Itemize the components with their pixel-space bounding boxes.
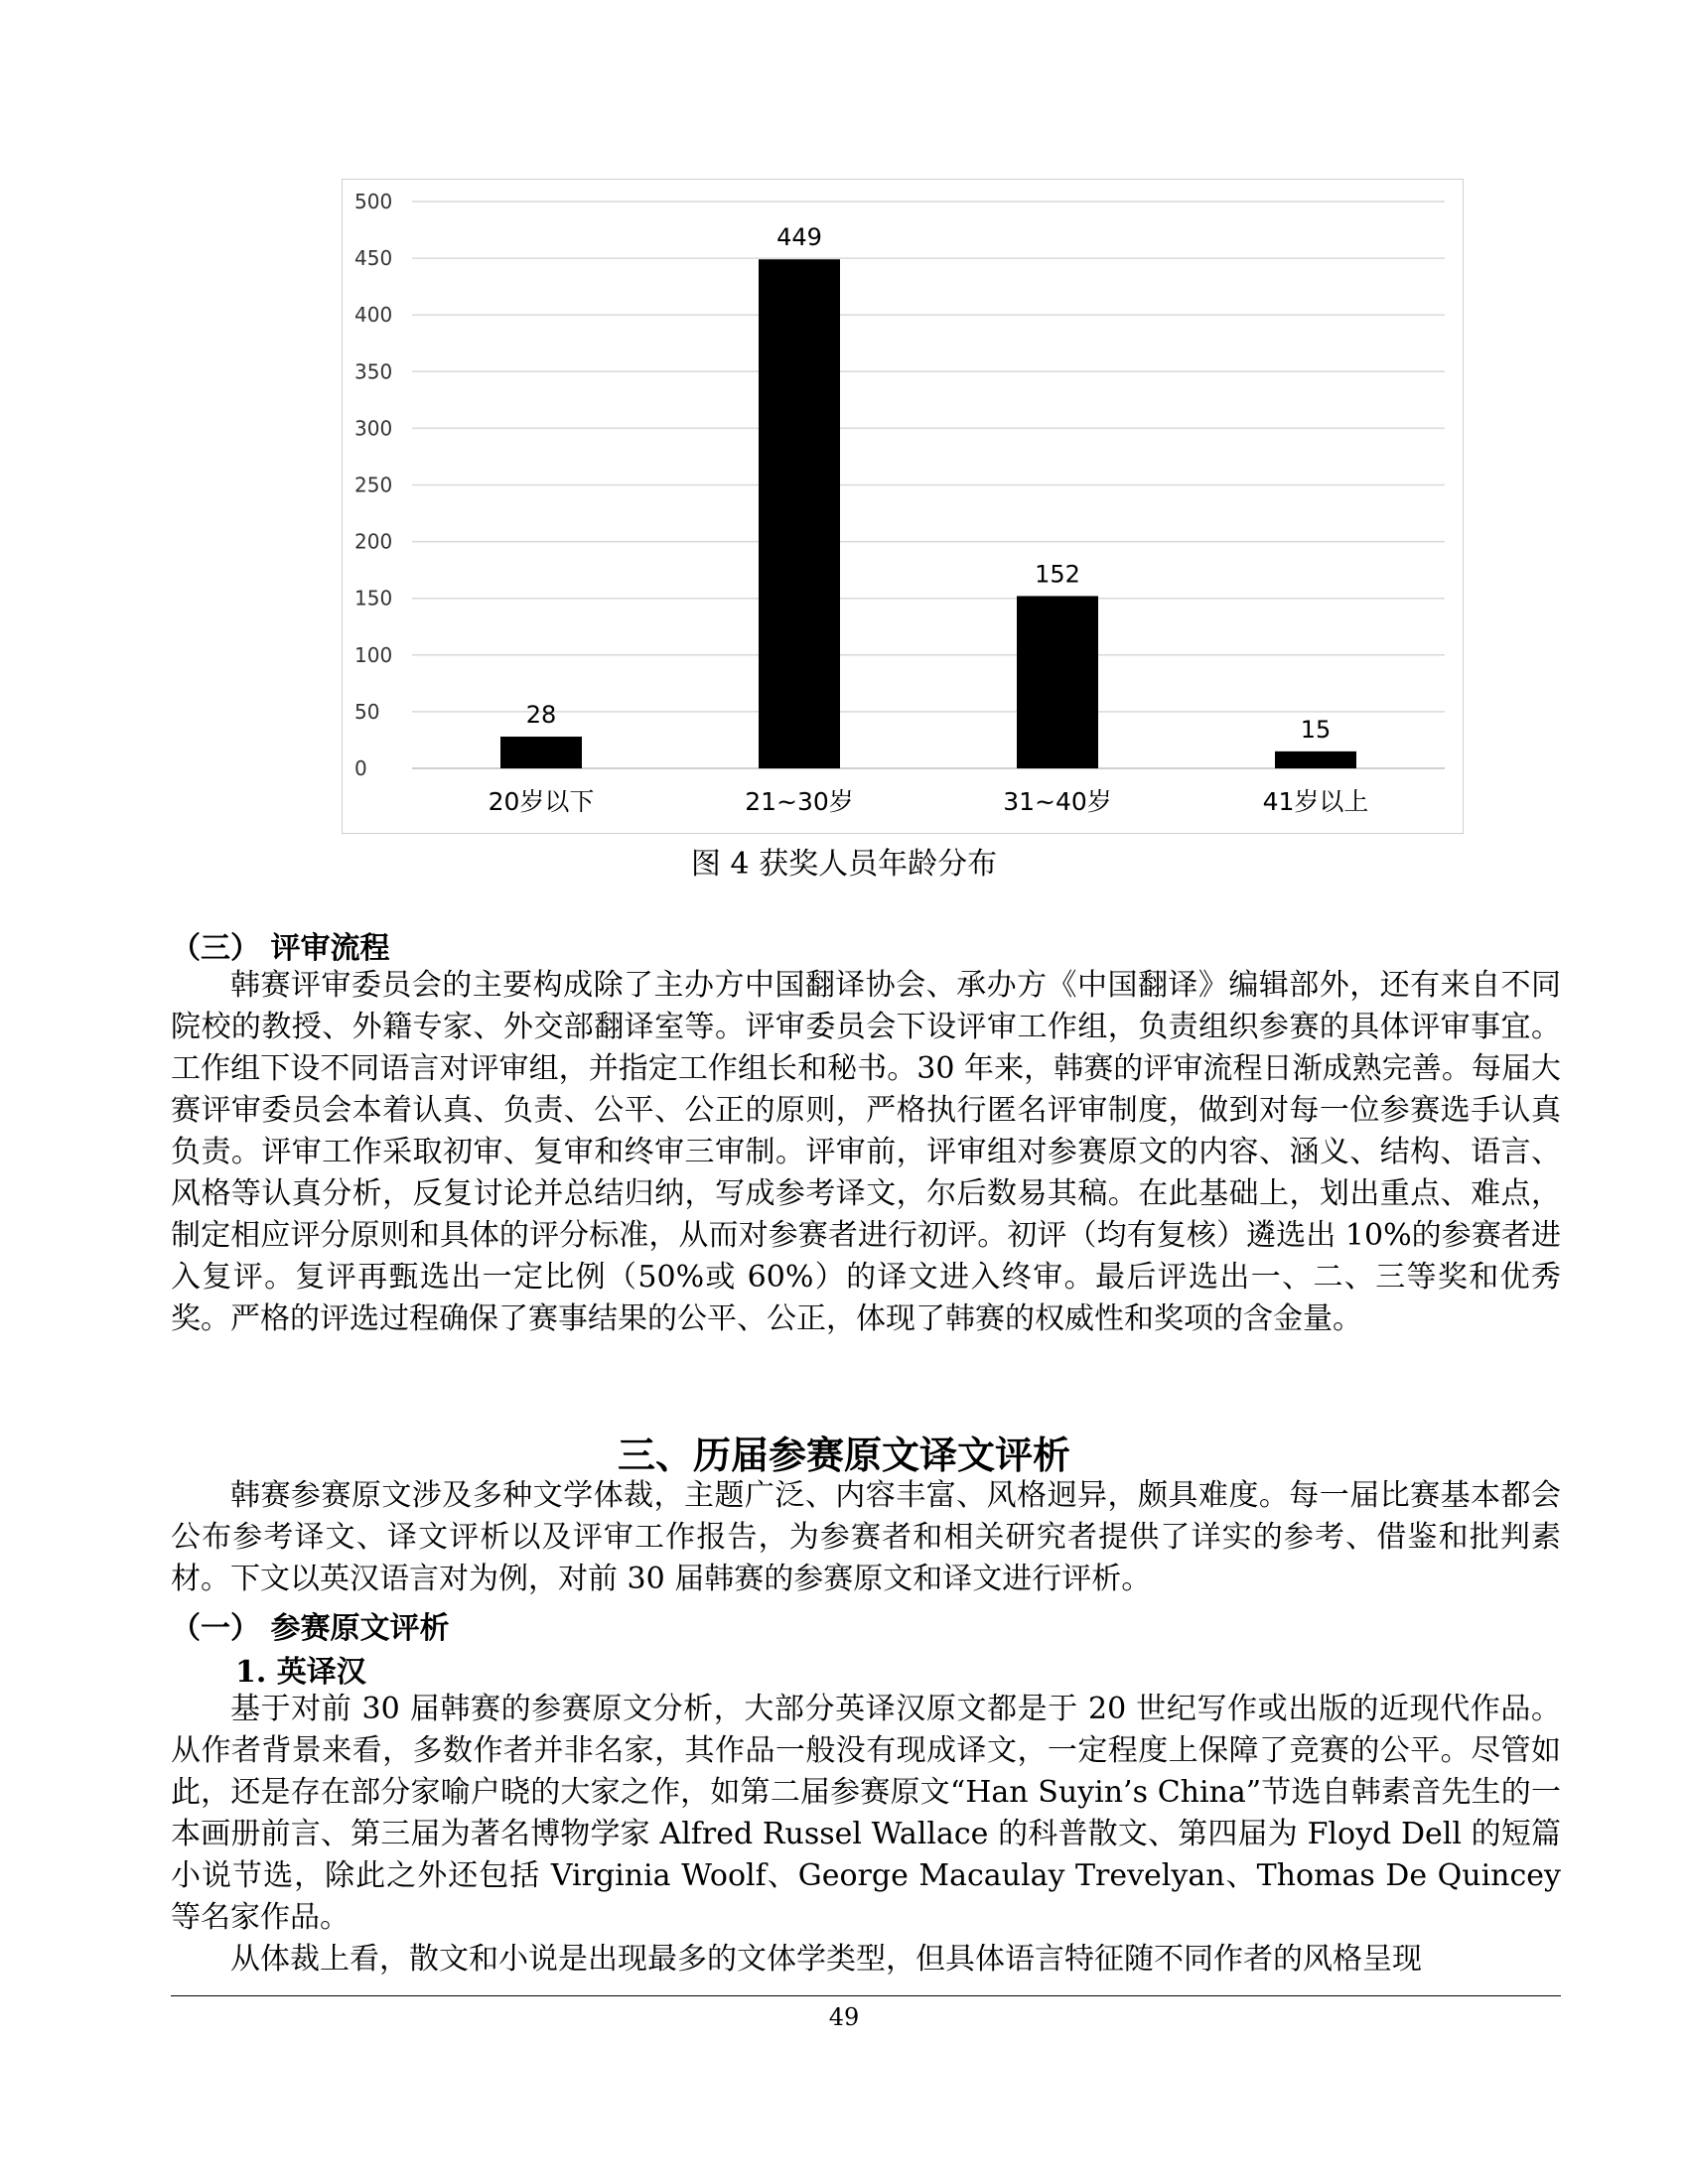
bar [759, 259, 840, 768]
review-process-paragraph: 韩赛评审委员会的主要构成除了主办方中国翻译协会、承办方《中国翻译》编辑部外，还有来自不同院校的教授、外籍专家、外交部翻译室等。评审委员会下设评审工作组，负责组织参赛的具体评审事宜。工作组下设不同语言对评审组，并指定工作组长和秘书。30 年来，韩赛的评审流程日渐成熟完善。每届大赛评审委员会本着认真、负责、公平、公正的原则，严格执行匿名评审制度，做到对每一位参赛选手认真负责。评审工作采取初审、复审和终审三审制。评审前，评审组对参赛原文的内容、涵义、结构、语言、风格等认真分析，反复讨论并总结归纳，写成参考译文，尔后数易其稿。在此基础上，划出重点、难点，制定相应评分原则和具体的评分标准，从而对参赛者进行初评。初评（均有复核）遴选出 10%的参赛者进入复评。复评再甄选出一定比例（50%或 60%）的译文进入终审。最后评选出一、二、三等奖和优秀奖。严格的评选过程确保了赛事结果的公平、公正，体现了韩赛的权威性和奖项的含金量。 [171, 968, 1561, 1336]
y-tick-label: 50 [354, 699, 380, 724]
y-tick-label: 250 [354, 473, 393, 497]
x-category-label: 31~40岁 [1003, 787, 1112, 816]
y-tick-label: 300 [354, 416, 393, 441]
bar [500, 737, 582, 768]
data-label: 152 [1035, 560, 1080, 589]
data-label: 449 [776, 223, 822, 252]
chapter-heading: 三、历届参赛原文译文评析 [617, 1433, 1070, 1477]
y-tick-label: 150 [354, 586, 393, 611]
y-tick-label: 350 [354, 359, 393, 384]
y-tick-label: 100 [354, 642, 393, 667]
x-category-label: 41岁以上 [1262, 787, 1369, 816]
section-heading-source-analysis: （一） 参赛原文评析 [171, 1611, 450, 1646]
y-tick-label: 500 [354, 190, 393, 213]
data-label: 28 [525, 701, 557, 730]
bar [1017, 596, 1098, 768]
page-number: 49 [828, 2003, 860, 2031]
x-category-label: 21~30岁 [745, 787, 854, 816]
y-tick-label: 200 [354, 529, 393, 554]
chapter-intro-paragraph: 韩赛参赛原文涉及多种文学体裁，主题广泛、内容丰富、风格迥异，颇具难度。每一届比赛基本都会公布参考译文、译文评析以及评审工作报告，为参赛者和相关研究者提供了详实的参考、借鉴和批判素材。下文以英汉语言对为例，对前 30 届韩赛的参赛原文和译文进行评析。 [171, 1478, 1561, 1596]
en-zh-paragraph: 基于对前 30 届韩赛的参赛原文分析，大部分英译汉原文都是于 20 世纪写作或出版的近现代作品。从作者背景来看，多数作者并非名家，其作品一般没有现成译文，一定程度上保障了竞赛的公平。尽管如此，还是存在部分家喻户晓的大家之作，如第二届参赛原文“Han Suyin’s China”节选自韩素音先生的一本画册前言、第三届为著名博物学家 Alfred Russel Wallace 的科普散文、第四届为 Floyd Dell 的短篇小说节选，除此之外还包括 Virginia Woolf、George Macaulay Trevelyan、Thomas De Quincey 等名家作品。 [171, 1692, 1561, 1935]
y-tick-label: 0 [354, 756, 367, 780]
figure-caption: 图 4 获奖人员年龄分布 [690, 847, 998, 882]
section-heading-review-process: （三） 评审流程 [171, 931, 390, 966]
bar-chart [342, 179, 1464, 834]
y-tick-label: 450 [354, 246, 393, 271]
genre-paragraph: 从体裁上看，散文和小说是出现最多的文体学类型，但具体语言特征随不同作者的风格呈现 [230, 1942, 1422, 1977]
data-label: 15 [1300, 715, 1332, 744]
subheading-en-zh: 1. 英译汉 [235, 1655, 366, 1690]
y-tick-label: 400 [354, 303, 393, 328]
bar [1275, 751, 1356, 768]
x-category-label: 20岁以下 [488, 787, 595, 816]
chart-canvas [343, 180, 1465, 835]
footer-rule [171, 1995, 1561, 1996]
